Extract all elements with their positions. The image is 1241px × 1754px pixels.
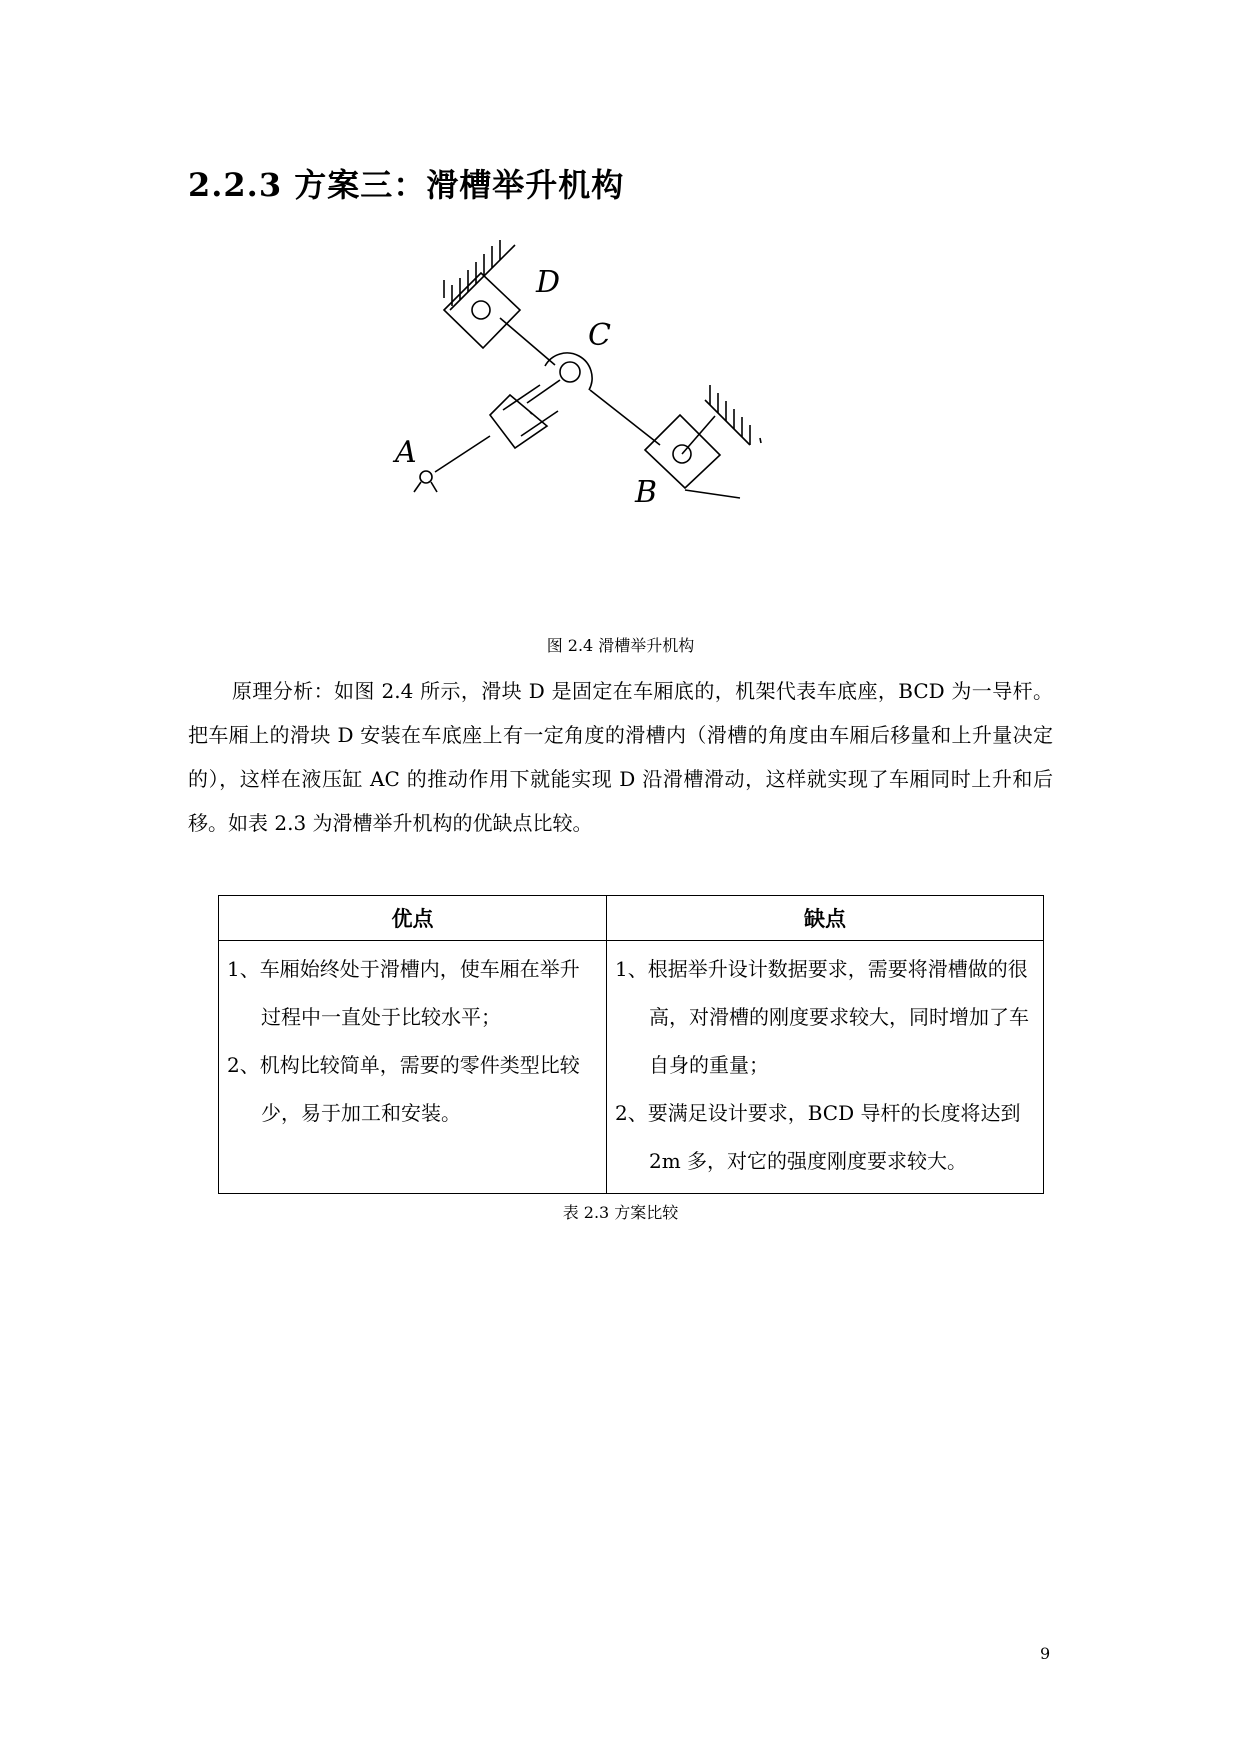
label-c: C (588, 318, 611, 353)
section-heading: 2.2.3 方案三：滑槽举升机构 (188, 166, 625, 204)
advantage-item-2: 2、机构比较简单，需要的零件类型比较少，易于加工和安装。 (227, 1053, 580, 1125)
header-advantages: 优点 (219, 896, 607, 941)
slider-d (444, 273, 520, 348)
link-cb (590, 390, 660, 445)
d-frame-hatch (444, 240, 500, 306)
advantages-cell (219, 941, 607, 1194)
mechanism-diagram (395, 240, 870, 570)
d-frame-line (450, 245, 515, 310)
pin-d (472, 301, 490, 319)
table-header-row (219, 896, 1044, 941)
table-row (219, 941, 1044, 1194)
joint-c (545, 353, 592, 390)
b-frame-line (705, 400, 750, 445)
comparison-table (218, 895, 1044, 1194)
label-d: D (536, 265, 561, 300)
header-disadvantages: 缺点 (607, 896, 1044, 941)
body-paragraph: 原理分析：如图 2.4 所示，滑块 D 是固定在车厢底的，机架代表车底座，BCD 为一导杆。把车厢上的滑块 D 安装在车底座上有一定角度的滑槽内（滑槽的角度由车厢后移量和上升量决定的），这样在液压缸 AC 的推动作用下就能实现 D 沿滑槽滑动，这样就实现了车厢同时上升和后移。如表 2.3 为滑槽举升机构的优缺点比较。 (188, 679, 1053, 835)
label-b: B (635, 475, 658, 510)
pin-c (560, 362, 580, 382)
piston-rod (527, 380, 560, 403)
disadvantage-item-1: 1、根据举升设计数据要求，需要将滑槽做的很高，对滑槽的刚度要求较大，同时增加了车自身的重量； (615, 957, 1029, 1077)
disadvantage-item-2: 2、要满足设计要求，BCD 导杆的长度将达到 2m 多，对它的强度刚度要求较大。 (615, 1101, 1021, 1173)
advantage-item-1: 1、车厢始终处于滑槽内，使车厢在举升过程中一直处于比较水平； (227, 957, 580, 1029)
link-dc (500, 318, 555, 365)
label-a: A (395, 435, 417, 470)
disadvantages-cell (607, 941, 1044, 1194)
page-number: 9 (1040, 1644, 1051, 1663)
figure-caption: 图 2.4 滑槽举升机构 (546, 636, 695, 655)
rod-a (435, 436, 490, 472)
pivot-a (420, 471, 432, 483)
cylinder-body (490, 395, 547, 448)
table-caption: 表 2.3 方案比较 (562, 1203, 679, 1222)
b-frame-hatch (710, 385, 761, 445)
